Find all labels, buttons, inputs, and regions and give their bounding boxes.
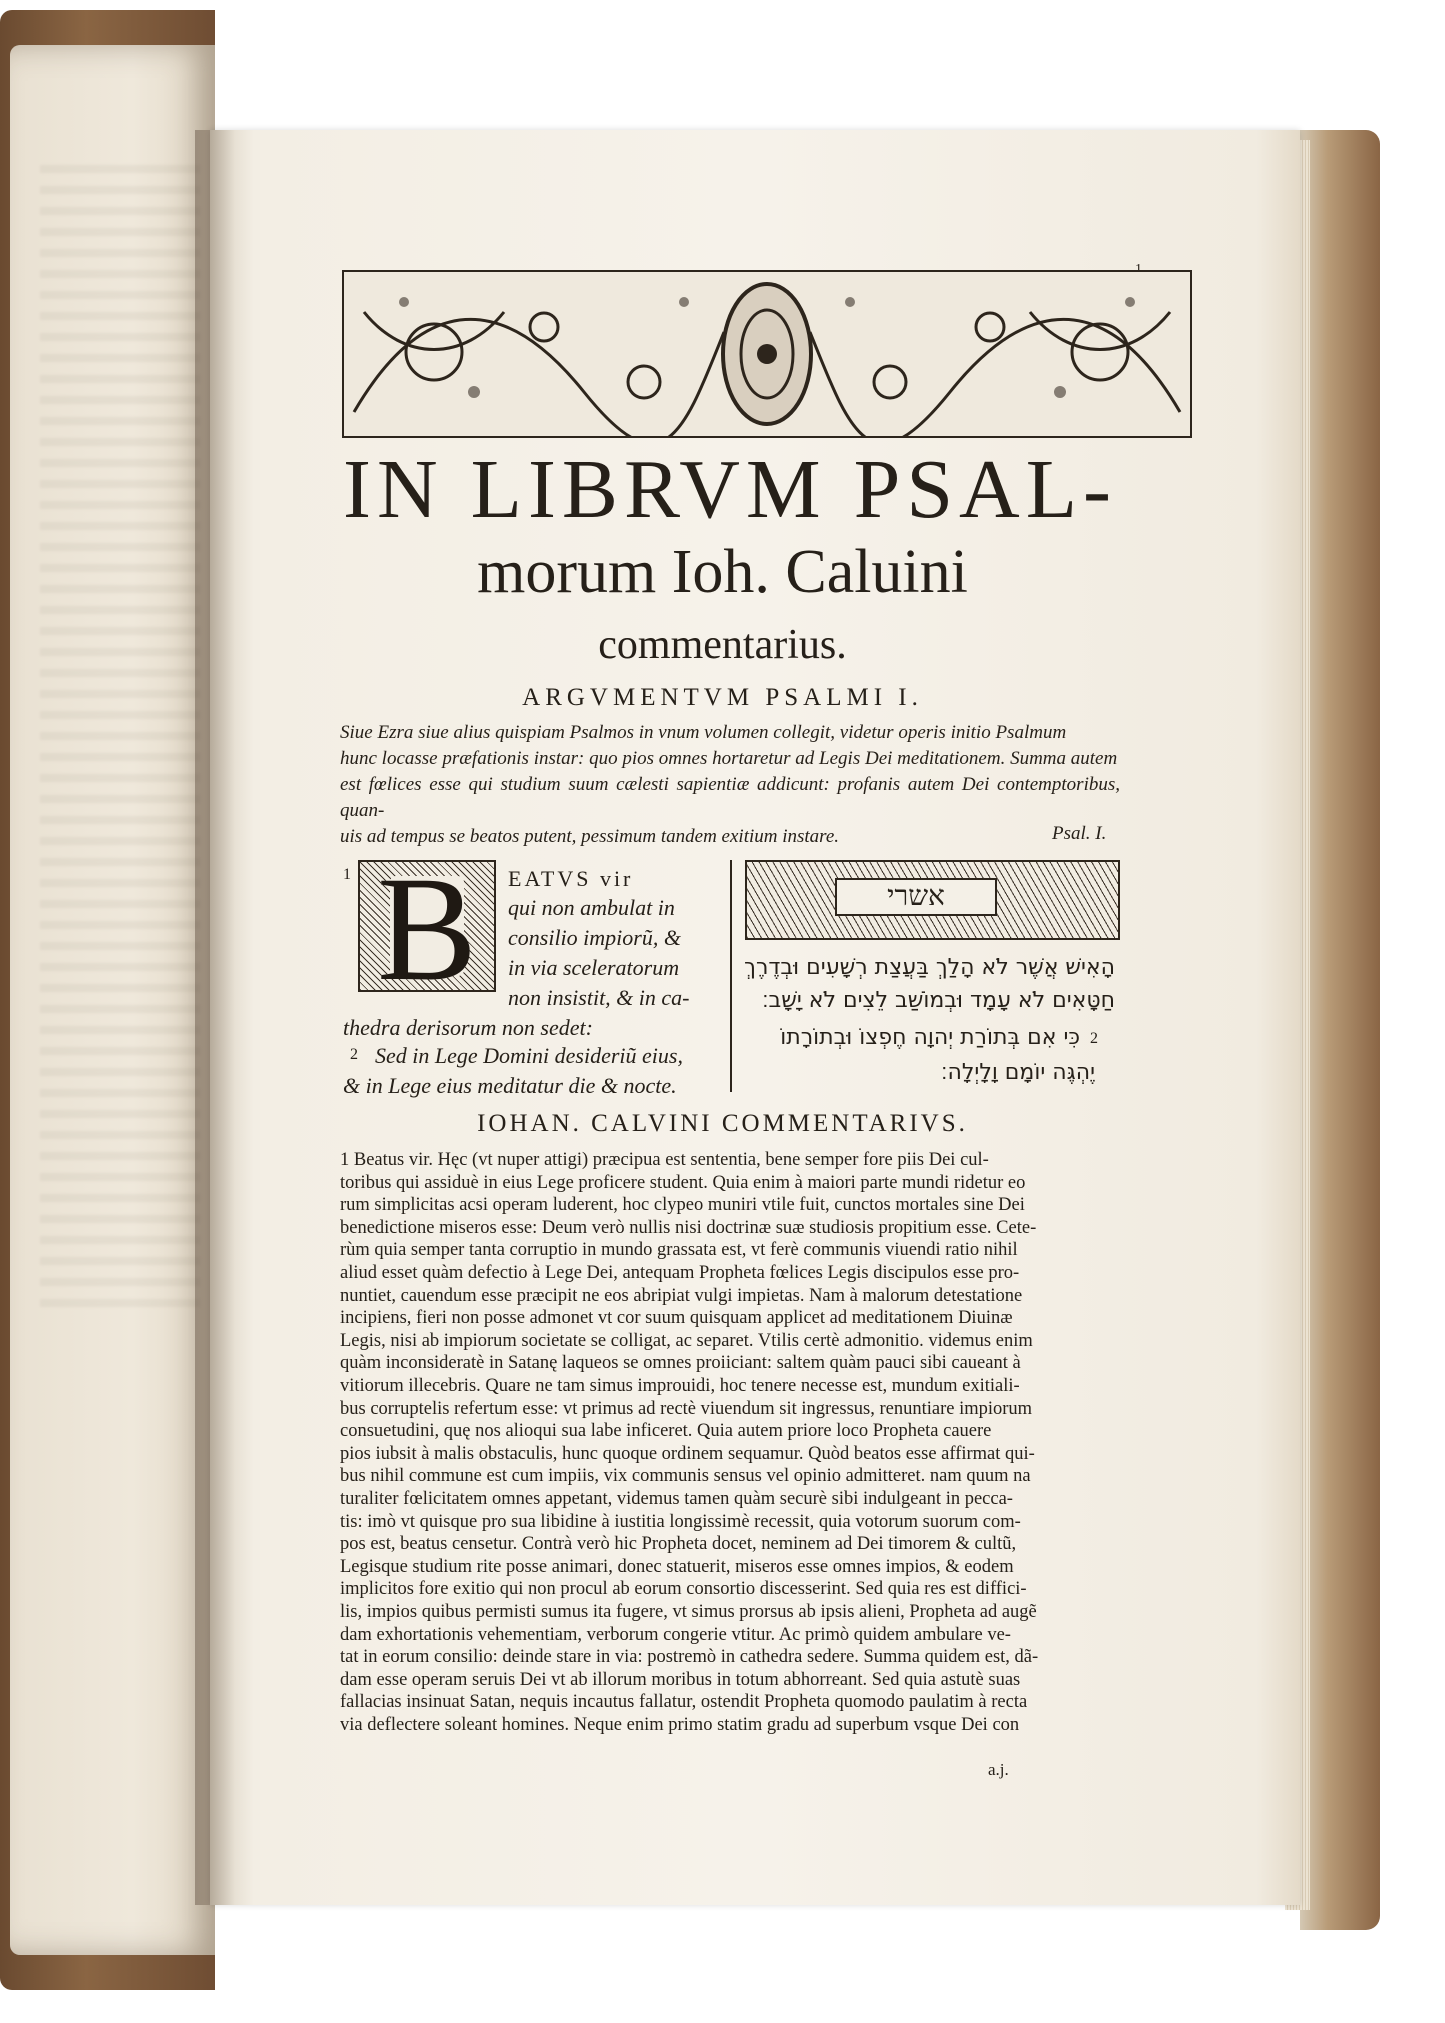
signature-mark: a.j. (988, 1760, 1009, 1779)
hebrew-headword: אשרי (835, 878, 997, 916)
column-divider (730, 860, 732, 1092)
commentary-line: tis: imò vt quisque pro sua libidine à iustitia longissimè recessit, quia votorum suorum com- (340, 1511, 1021, 1532)
left-page-bleed-text (40, 165, 200, 1315)
argument-line: uis ad tempus se beatos putent, pessimum tandem exitium instare. (340, 826, 840, 847)
commentary-line: incipiens, fieri non posse admonet vt cor suum quisquam applicet ad meditationem Diuinæ (340, 1308, 1013, 1329)
hebrew-line: יֶהְגֶּה יוֹמָם וָלָיְלָה׃ (941, 1060, 1095, 1085)
commentary-line: fallacias insinuat Satan, nequis incautus fallatur, ostendit Propheta quomodo paulatim à recta (340, 1692, 1028, 1713)
decorated-initial-icon (358, 846, 496, 1012)
hebrew-line: כִּי אִם בְּתוֹרַת יְהוָה חֶפְצוֹ וּבְתוֹרָתוֹ (780, 1025, 1080, 1050)
argument-line: Siue Ezra siue alius quispiam Psalmos in vnum volumen collegit, videtur operis initio Psalmum (340, 722, 1067, 743)
title-line-3: commentarius. (598, 622, 847, 668)
hebrew-verse-number-2: 2 (1090, 1030, 1098, 1047)
commentary-line: benedictione miseros esse: Deum verò nullis nisi doctrinæ suæ studiosis propitium esse. Cete- (340, 1217, 1037, 1238)
ornamental-headpiece-icon (342, 270, 1192, 438)
commentary-line: vitiorum illecebris. Quare ne tam simus improuidi, hoc tenere necesse est, mundum exitiali- (340, 1376, 1020, 1396)
verse-number-2: 2 (350, 1046, 358, 1063)
commentary-line: dam esse operam seruis Dei vt ab illorum moribus in totum abhorreant. Sed quia astutè suas (340, 1669, 1021, 1690)
argument-reference: Psal. I. (1052, 823, 1107, 844)
latin-line: thedra derisorum non sedet: (343, 1015, 593, 1040)
verse-number-1: 1 (343, 866, 351, 883)
commentary-heading: IOHAN. CALVINI COMMENTARIVS. (477, 1110, 968, 1137)
commentary-line: via deflectere soleant homines. Neque enim primo statim gradu ad superbum vsque Dei con (340, 1715, 1020, 1735)
latin-line: qui non ambulat in (508, 895, 675, 920)
commentary-line: pios iubsit à malis obstaculis, hunc quoque ordinem sequamur. Quòd beatos esse affirmat qui- (340, 1443, 1035, 1464)
right-cover-edge (1300, 130, 1380, 1930)
title-line-2: morum Ioh. Caluini (477, 538, 968, 606)
argument-line: hunc locasse præfationis instar: quo pios omnes hortaretur ad Legis Dei meditationem. Summa autem (340, 748, 1118, 769)
latin-line: non insistit, & in ca- (508, 985, 690, 1010)
gutter-shadow (195, 130, 235, 1905)
hebrew-line: חַטָּאִים לֹא עָמָד וּבְמוֹשַׁב לֵצִים לֹא יָשָׁב׃ (762, 988, 1115, 1013)
argument-heading: ARGVMENTVM PSALMI I. (522, 684, 923, 711)
initial-letter: B (376, 846, 478, 1012)
commentary-line: pos est, beatus censetur. Contrà verò hic Propheta docet, neminem ad Dei timorem & cultũ, (340, 1534, 1017, 1555)
commentary-line: implicitos fore exitio qui non procul ab eorum consortio discesserint. Sed quia res est diffici- (340, 1579, 1027, 1600)
commentary-line: tat in eorum consilio: deinde stare in via: postremò in cathedra sedere. Summa quidem est, dã- (340, 1647, 1039, 1668)
commentary-line: dam exhortationis vehementiam, verborum congerie vtitur. Ac primò quidem ambulare ve- (340, 1624, 1011, 1645)
commentary-line: nuntiet, cauendum esse præcipit ne eos abripiat vulgi impietas. Nam à malorum detestatione (340, 1285, 1023, 1306)
commentary-line: bus corruptelis refertum esse: vt primus ad rectè viuendum sit ingressus, renuntiare impiorum (340, 1398, 1033, 1419)
commentary-line: 1 Beatus vir. Hęc (vt nuper attigi) præcipua est sententia, bene semper fore piis Dei cul- (340, 1150, 989, 1170)
commentary-line: rum simplicitas acsi operam luderent, hoc clypeo muniri vtile fuit, cunctos mortales sine Dei (340, 1195, 1025, 1216)
commentary-line: quàm inconsideratè in Satanę laqueos se omnes proiiciant: saltem quàm pauci sibi caueant à (340, 1353, 1021, 1374)
latin-line: consilio impiorũ, & (508, 925, 681, 950)
argument-text (340, 720, 1120, 850)
commentary-line: toribus qui assiduè in eius Lege proficere student. Quia enim à maiori parte mundi ridetur eo (340, 1172, 1026, 1193)
commentary-line: rùm quia semper tanta corruptio in mundo grassata est, vt ferè communis viuendi ratio nihil (340, 1240, 1018, 1261)
left-page (10, 45, 215, 1955)
commentary-line: turaliter fœlicitatem omnes appetant, videmus tamen quàm securè sibi indulgeant in pecca- (340, 1489, 1013, 1509)
commentary-line: bus nihil commune est cum impiis, vix communis sensus vel opinio admitteret. nam quum na (340, 1466, 1031, 1487)
latin-line: & in Lege eius meditatur die & nocte. (343, 1073, 677, 1098)
commentary-line: Legisque studium rite posse animari, donec statuerit, miseros esse omnes impios, & eodem (340, 1556, 1014, 1577)
commentary-line: lis, impios quibus permisti sumus ita fugere, vt simus prorsus ab ipsis alieni, Propheta ad augẽ (340, 1602, 1037, 1622)
latin-line: EATVS vir (508, 866, 634, 891)
commentary-line: aliud esset quàm defectio à Lege Dei, antequam Propheta fœlices Legis discipulos esse pro- (340, 1263, 1020, 1283)
argument-line: est fœlices esse qui studium suum cælesti sapientiæ addicunt: profanis autem Dei contemptoribus, quan- (340, 774, 1120, 821)
latin-line: in via sceleratorum (508, 955, 680, 980)
commentary-line: consuetudini, quę nos alioqui sua labe inficeret. Quia autem priore loco Propheta cauere (340, 1421, 992, 1442)
title-line-1: IN LIBRVM PSAL- (343, 443, 1117, 536)
hebrew-line: הָאִישׁ אֲשֶׁר לֹא הָלַךְ בַּעֲצַת רְשָׁעִים וּבְדֶרֶךְ (744, 955, 1115, 980)
commentary-line: Legis, nisi ab impiorum societate se colligat, ac separet. Vtilis certè admonitio. videmus enim (340, 1330, 1033, 1351)
latin-line: Sed in Lege Domini desideriũ eius, (375, 1043, 683, 1068)
